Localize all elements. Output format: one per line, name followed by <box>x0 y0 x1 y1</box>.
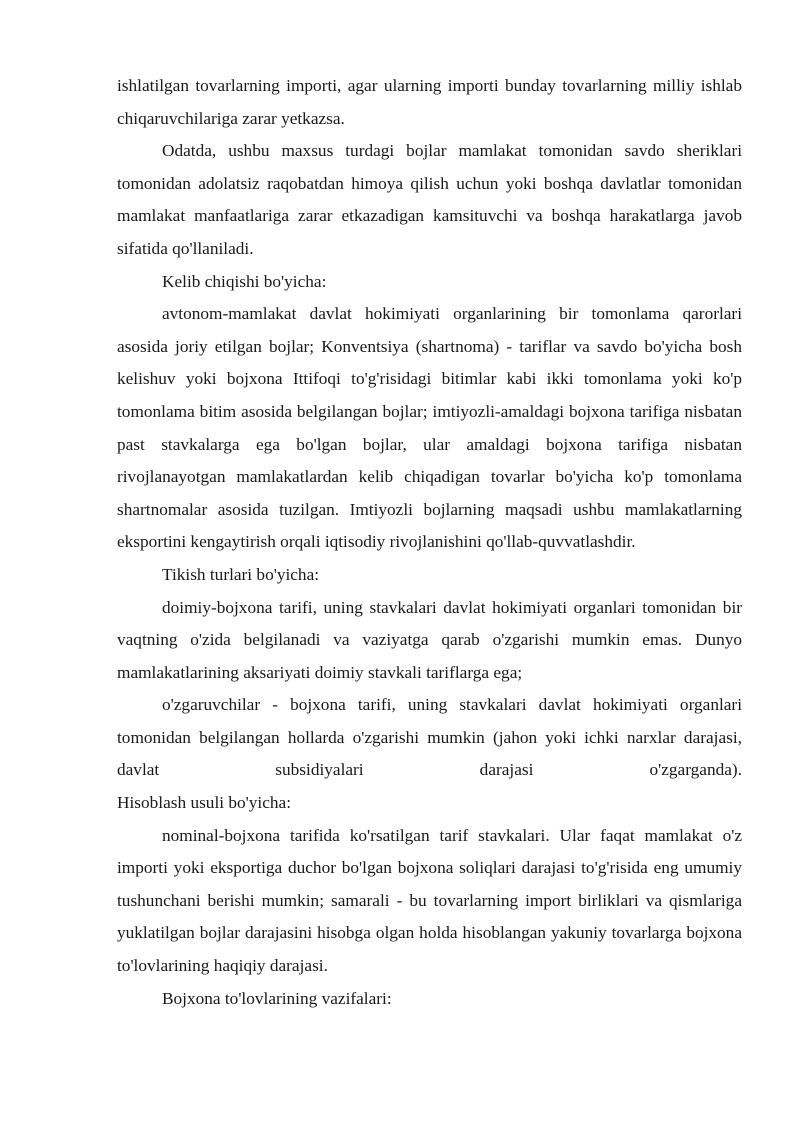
paragraph-continuation: ishlatilgan tovarlarning importi, agar ularning importi bunday tovarlarning milliy ishlab chiqaruvchilariga zarar yetkazsa. <box>117 76 742 128</box>
paragraph-special-duties-purpose: Odatda, ushbu maxsus turdagi bojlar mamlakat tomonidan savdo sheriklari tomonidan adolatsiz raqobatdan himoya qilish uchun yoki boshqa davlatlar tomonidan mamlakat manfaatlariga zarar etkazadigan kamsituvchi va boshqa harakatlarga javob sifatida qo'llaniladi. <box>117 141 742 258</box>
heading-by-calculation-method: Hisoblash usuli bo'yicha: <box>117 793 291 813</box>
heading-by-origin: Kelib chiqishi bo'yicha: <box>162 271 327 291</box>
heading-customs-payment-functions: Bojxona to'lovlarining vazifalari: <box>162 988 392 1008</box>
paragraph-origin-types: avtonom-mamlakat davlat hokimiyati organlarining bir tomonlama qarorlari asosida joriy etilgan bojlar; Konventsiya (shartnoma) - tariflar va savdo bo'yicha bosh kelishuv yoki bojxona Ittifoqi to'g'risidagi bitimlar kabi ikki tomonlama yoki ko'p tomonlama bitim asosida belgilangan bojlar; imtiyozli-amaldagi bojxona tarifiga nisbatan past stavkalarga ega bo'lgan bojlar, ular amaldagi bojxona tarifiga nisbatan rivojlanayotgan mamlakatlardan kelib chiqadigan tovarlar bo'yicha ko'p tomonlama shartnomalar asosida tuzilgan. Imtiyozli bojlarning maqsadi ushbu mamlakatlarning eksportini kengaytirish orqali iqtisodiy rivojlanishini qo'llab-quvvatlashdir. <box>117 304 742 552</box>
paragraph-permanent-tariff: doimiy-bojxona tarifi, uning stavkalari davlat hokimiyati organlari tomonidan bir vaqtning o'zida belgilanadi va vaziyatga qarab o'zgarishi mumkin emas. Dunyo mamlakatlarining aksariyati doimiy stavkali tariflarga ega; <box>117 597 742 682</box>
paragraph-nominal-effective: nominal-bojxona tarifida ko'rsatilgan tarif stavkalari. Ular faqat mamlakat o'z importi yoki eksportiga duchor bo'lgan bojxona soliqlari darajasi to'g'risida eng umumiy tushunchani berishi mumkin; samarali - bu tovarlarning import birliklari va qismlariga yuklatilgan bojlar darajasini hisobga olgan holda hisoblangan yakuniy tovarlarga bojxona to'lovlarining haqiqiy darajasi. <box>117 825 742 976</box>
heading-by-rate-types: Tikish turlari bo'yicha: <box>162 564 320 584</box>
paragraph-variable-tariff: o'zgaruvchilar - bojxona tarifi, uning stavkalari davlat hokimiyati organlari tomonidan belgilangan hollarda o'zgarishi mumkin (jahon yoki ichki narxlar darajasi, davlat subsidiyalari darajasi o'zgarganda). <box>117 695 742 780</box>
document-page <box>117 70 742 1015</box>
